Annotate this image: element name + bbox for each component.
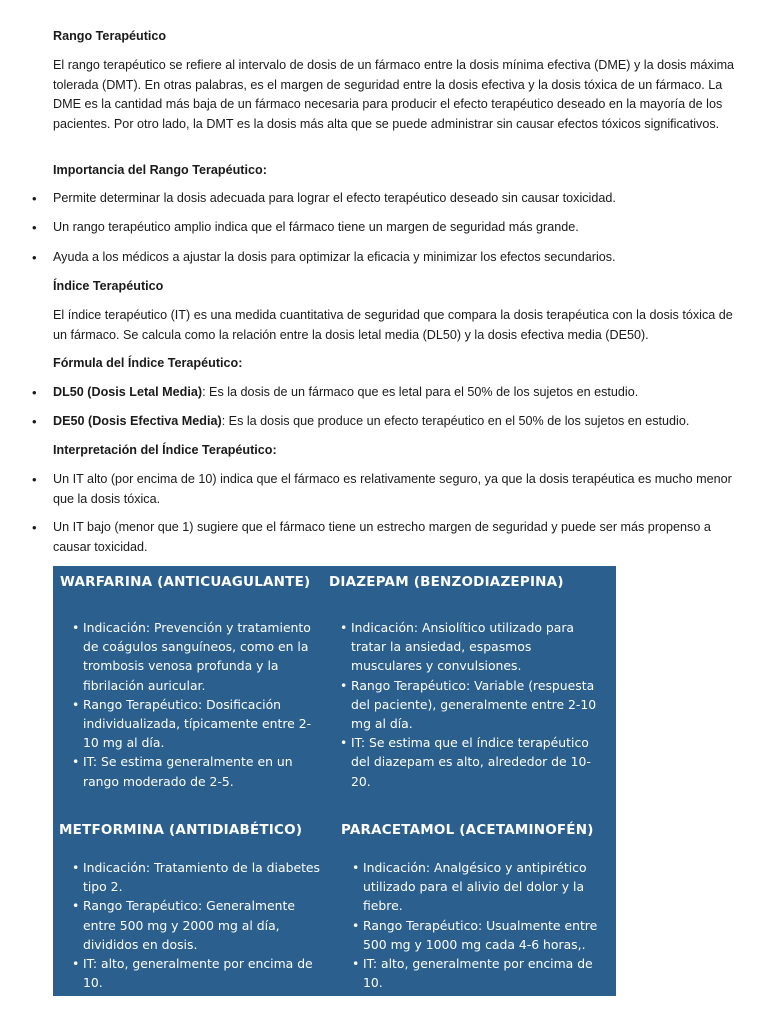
bullet-dot: • — [72, 696, 80, 712]
bullet-dot: • — [72, 860, 80, 875]
formula-text: : Es la dosis que produce un efecto terapéutico en el 50% de los sujetos en estudio. — [221, 414, 690, 428]
formula-term: DE50 (Dosis Efectiva Media) — [53, 414, 222, 428]
card-title: METFORMINA (ANTIDIABÉTICO) — [59, 822, 303, 838]
card-item-text: IT: alto, generalmente por encima de 10. — [363, 956, 593, 991]
card-item-text: Rango Terapéutico: Generalmente entre 500 mg y 2000 mg al día, divididos en dosis. — [83, 898, 295, 952]
bullet-dot: • — [72, 898, 80, 914]
importancia-item-2: Un rango terapéutico amplio indica que el fármaco tiene un margen de seguridad más grande. — [53, 220, 579, 234]
bullet-dot: • — [32, 472, 37, 487]
card-item — [340, 733, 604, 791]
card-item — [352, 916, 614, 954]
importancia-item-3: Ayuda a los médicos a ajustar la dosis para optimizar la eficacia y minimizar los efectos secundarios. — [53, 250, 616, 264]
interpretacion-item-2: Un IT bajo (menor que 1) sugiere que el fármaco tiene un estrecho margen de seguridad y puede ser más propenso a causar toxicidad. — [53, 520, 711, 554]
rango-heading: Rango Terapéutico — [53, 29, 167, 43]
bullet-dot: • — [32, 520, 37, 535]
card-item — [352, 954, 614, 992]
bullet-dot: • — [72, 956, 80, 972]
bullet-dot: • — [352, 860, 360, 875]
bullet-dot: • — [32, 385, 37, 400]
bullet-dot: • — [32, 414, 37, 429]
card-item — [340, 676, 604, 734]
formula-item-de50 — [53, 412, 743, 432]
indice-paragraph: El índice terapéutico (IT) es una medida cuantitativa de seguridad que compara la dosis terapéutica con la dosis tóxica de un fármaco. Se calcula como la relación entre la dosis letal media (DL50) y la dosis efectiva media (DE50). — [53, 308, 733, 342]
card-item — [72, 896, 327, 954]
bullet-dot: • — [32, 220, 37, 235]
card-item-text: Indicación: Prevención y tratamiento de coágulos sanguíneos, como en la trombosis venosa profunda y la fibrilación auricular. — [83, 620, 311, 693]
card-item — [72, 954, 327, 992]
card-title: WARFARINA (ANTICUAGULANTE) — [60, 574, 311, 590]
interpretacion-item-1: Un IT alto (por encima de 10) indica que el fármaco es relativamente seguro, ya que la dosis terapéutica es mucho menor que la dosis tóxica. — [53, 472, 732, 506]
card-item-text: Rango Terapéutico: Usualmente entre 500 mg y 1000 mg cada 4-6 horas,. — [363, 917, 598, 952]
importancia-heading: Importancia del Rango Terapéutico: — [53, 163, 267, 177]
card-item-text: Indicación: Tratamiento de la diabetes tipo 2. — [83, 860, 320, 895]
card-title: PARACETAMOL (ACETAMINOFÉN) — [341, 822, 594, 838]
card-item — [72, 618, 322, 695]
card-list — [352, 858, 614, 992]
card-list — [72, 618, 322, 791]
importancia-item-1: Permite determinar la dosis adecuada para lograr el efecto terapéutico deseado sin causar toxicidad. — [53, 191, 616, 205]
card-item — [72, 695, 322, 753]
card-list — [72, 858, 327, 992]
card-item — [72, 858, 327, 896]
bullet-dot: • — [352, 917, 360, 933]
formula-term: DL50 (Dosis Letal Media) — [53, 385, 203, 399]
bullet-dot: • — [340, 620, 348, 635]
card-item — [72, 752, 322, 790]
bullet-dot: • — [352, 956, 360, 972]
card-item-text: Indicación: Analgésico y antipirético utilizado para el alivio del dolor y la fiebre. — [363, 860, 587, 914]
bullet-dot: • — [32, 250, 37, 265]
formula-text: : Es la dosis de un fármaco que es letal para el 50% de los sujetos en estudio. — [202, 385, 639, 399]
card-item-text: IT: alto, generalmente por encima de 10. — [83, 956, 313, 991]
card-item-text: Indicación: Ansiolítico utilizado para tratar la ansiedad, espasmos musculares y convulsiones. — [351, 620, 575, 674]
bullet-dot: • — [72, 620, 80, 635]
card-item — [352, 858, 614, 916]
formula-heading: Fórmula del Índice Terapéutico: — [53, 356, 243, 370]
bullet-dot: • — [32, 191, 37, 206]
drug-info-panel — [53, 566, 616, 996]
interpretacion-heading: Interpretación del Índice Terapéutico: — [53, 443, 277, 457]
rango-paragraph: El rango terapéutico se refiere al intervalo de dosis de un fármaco entre la dosis mínima efectiva (DME) y la dosis máxima tolerada (DMT). En otras palabras, es el margen de seguridad entre la dosis efectiva y la dosis tóxica de un fármaco. La DME es la cantidad más baja de un fármaco necesaria para producir el efecto terapéutico deseado en la mayoría de los pacientes. Por otro lado, la DMT es la dosis más alta que se puede administrar sin causar efectos tóxicos significativos. — [53, 58, 735, 131]
card-item — [340, 618, 604, 676]
indice-heading: Índice Terapéutico — [53, 279, 164, 293]
bullet-dot: • — [340, 677, 348, 693]
bullet-dot: • — [72, 754, 80, 770]
card-item-text: IT: Se estima que el índice terapéutico del diazepam es alto, alrededor de 10-20. — [351, 735, 591, 789]
bullet-dot: • — [340, 735, 348, 751]
card-title: DIAZEPAM (BENZODIAZEPINA) — [329, 574, 564, 590]
card-list — [340, 618, 604, 791]
formula-item-dl50 — [53, 383, 743, 403]
card-item-text: IT: Se estima generalmente en un rango moderado de 2-5. — [83, 754, 293, 789]
card-item-text: Rango Terapéutico: Dosificación individualizada, típicamente entre 2-10 mg al día. — [83, 696, 312, 751]
card-item-text: Rango Terapéutico: Variable (respuesta del paciente), generalmente entre 2-10 mg al día. — [351, 677, 597, 732]
